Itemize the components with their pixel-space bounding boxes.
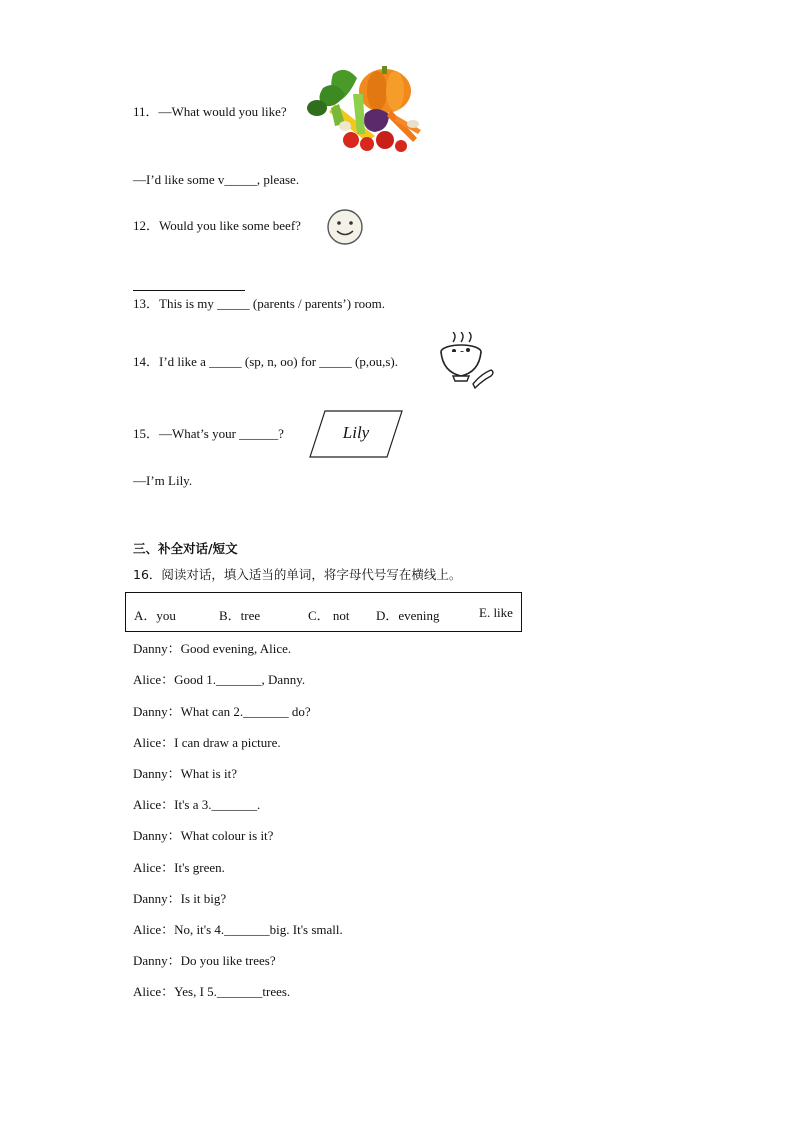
- vegetables-illustration: [307, 66, 421, 152]
- q15-prompt: 15．—What’s your ______?: [133, 426, 284, 441]
- vegetables-picture: [305, 64, 423, 156]
- dialogue-line-8: Alice：It's green.: [133, 860, 225, 875]
- dialogue-line-4: Alice：I can draw a picture.: [133, 735, 281, 750]
- option-a: A．you: [134, 608, 176, 623]
- option-d: D．evening: [376, 608, 440, 623]
- q14-prompt: 14．I’d like a _____ (sp, n, oo) for _____ (p,ou,s).: [133, 354, 399, 369]
- soup-bowl-icon: [437, 332, 497, 392]
- q11-answer: —I’d like some v_____, please.: [133, 172, 300, 187]
- dialogue-line-10: Alice：No, it's 4._______big. It's small.: [133, 922, 343, 937]
- dialogue-line-5: Danny：What is it?: [133, 766, 237, 781]
- dialogue-line-9: Danny：Is it big?: [133, 891, 227, 906]
- section3-heading: 三、补全对话/短文: [133, 541, 238, 556]
- dialogue-line-1: Danny：Good evening, Alice.: [133, 641, 292, 656]
- dialogue-line-3: Danny：What can 2._______ do?: [133, 704, 311, 719]
- q11-prompt: 11．—What would you like?: [133, 104, 287, 119]
- q13-prompt: 13．This is my _____ (parents / parents’) room.: [133, 296, 386, 311]
- option-b: B．tree: [219, 608, 261, 623]
- name-card-text: Lily: [342, 423, 370, 442]
- dialogue-line-2: Alice：Good 1._______, Danny.: [133, 672, 306, 687]
- dialogue-line-11: Danny：Do you like trees?: [133, 953, 276, 968]
- smiley-face-icon: [326, 208, 364, 246]
- option-c: C． not: [308, 608, 350, 623]
- option-e: E. like: [479, 605, 513, 620]
- q15-answer: —I’m Lily.: [133, 473, 193, 488]
- name-card: [309, 410, 403, 458]
- dialogue-line-12: Alice：Yes, I 5._______trees.: [133, 984, 291, 999]
- options-box: [125, 592, 522, 632]
- q12-prompt: 12．Would you like some beef?: [133, 218, 301, 233]
- dialogue-line-7: Danny：What colour is it?: [133, 828, 274, 843]
- q12-answer-line[interactable]: [133, 279, 245, 295]
- dialogue-line-6: Alice：It's a 3._______.: [133, 797, 261, 812]
- answer-blank-line[interactable]: [133, 290, 245, 291]
- q16-instruction: 16．阅读对话，填入适当的单词，将字母代号写在横线上。: [133, 567, 462, 582]
